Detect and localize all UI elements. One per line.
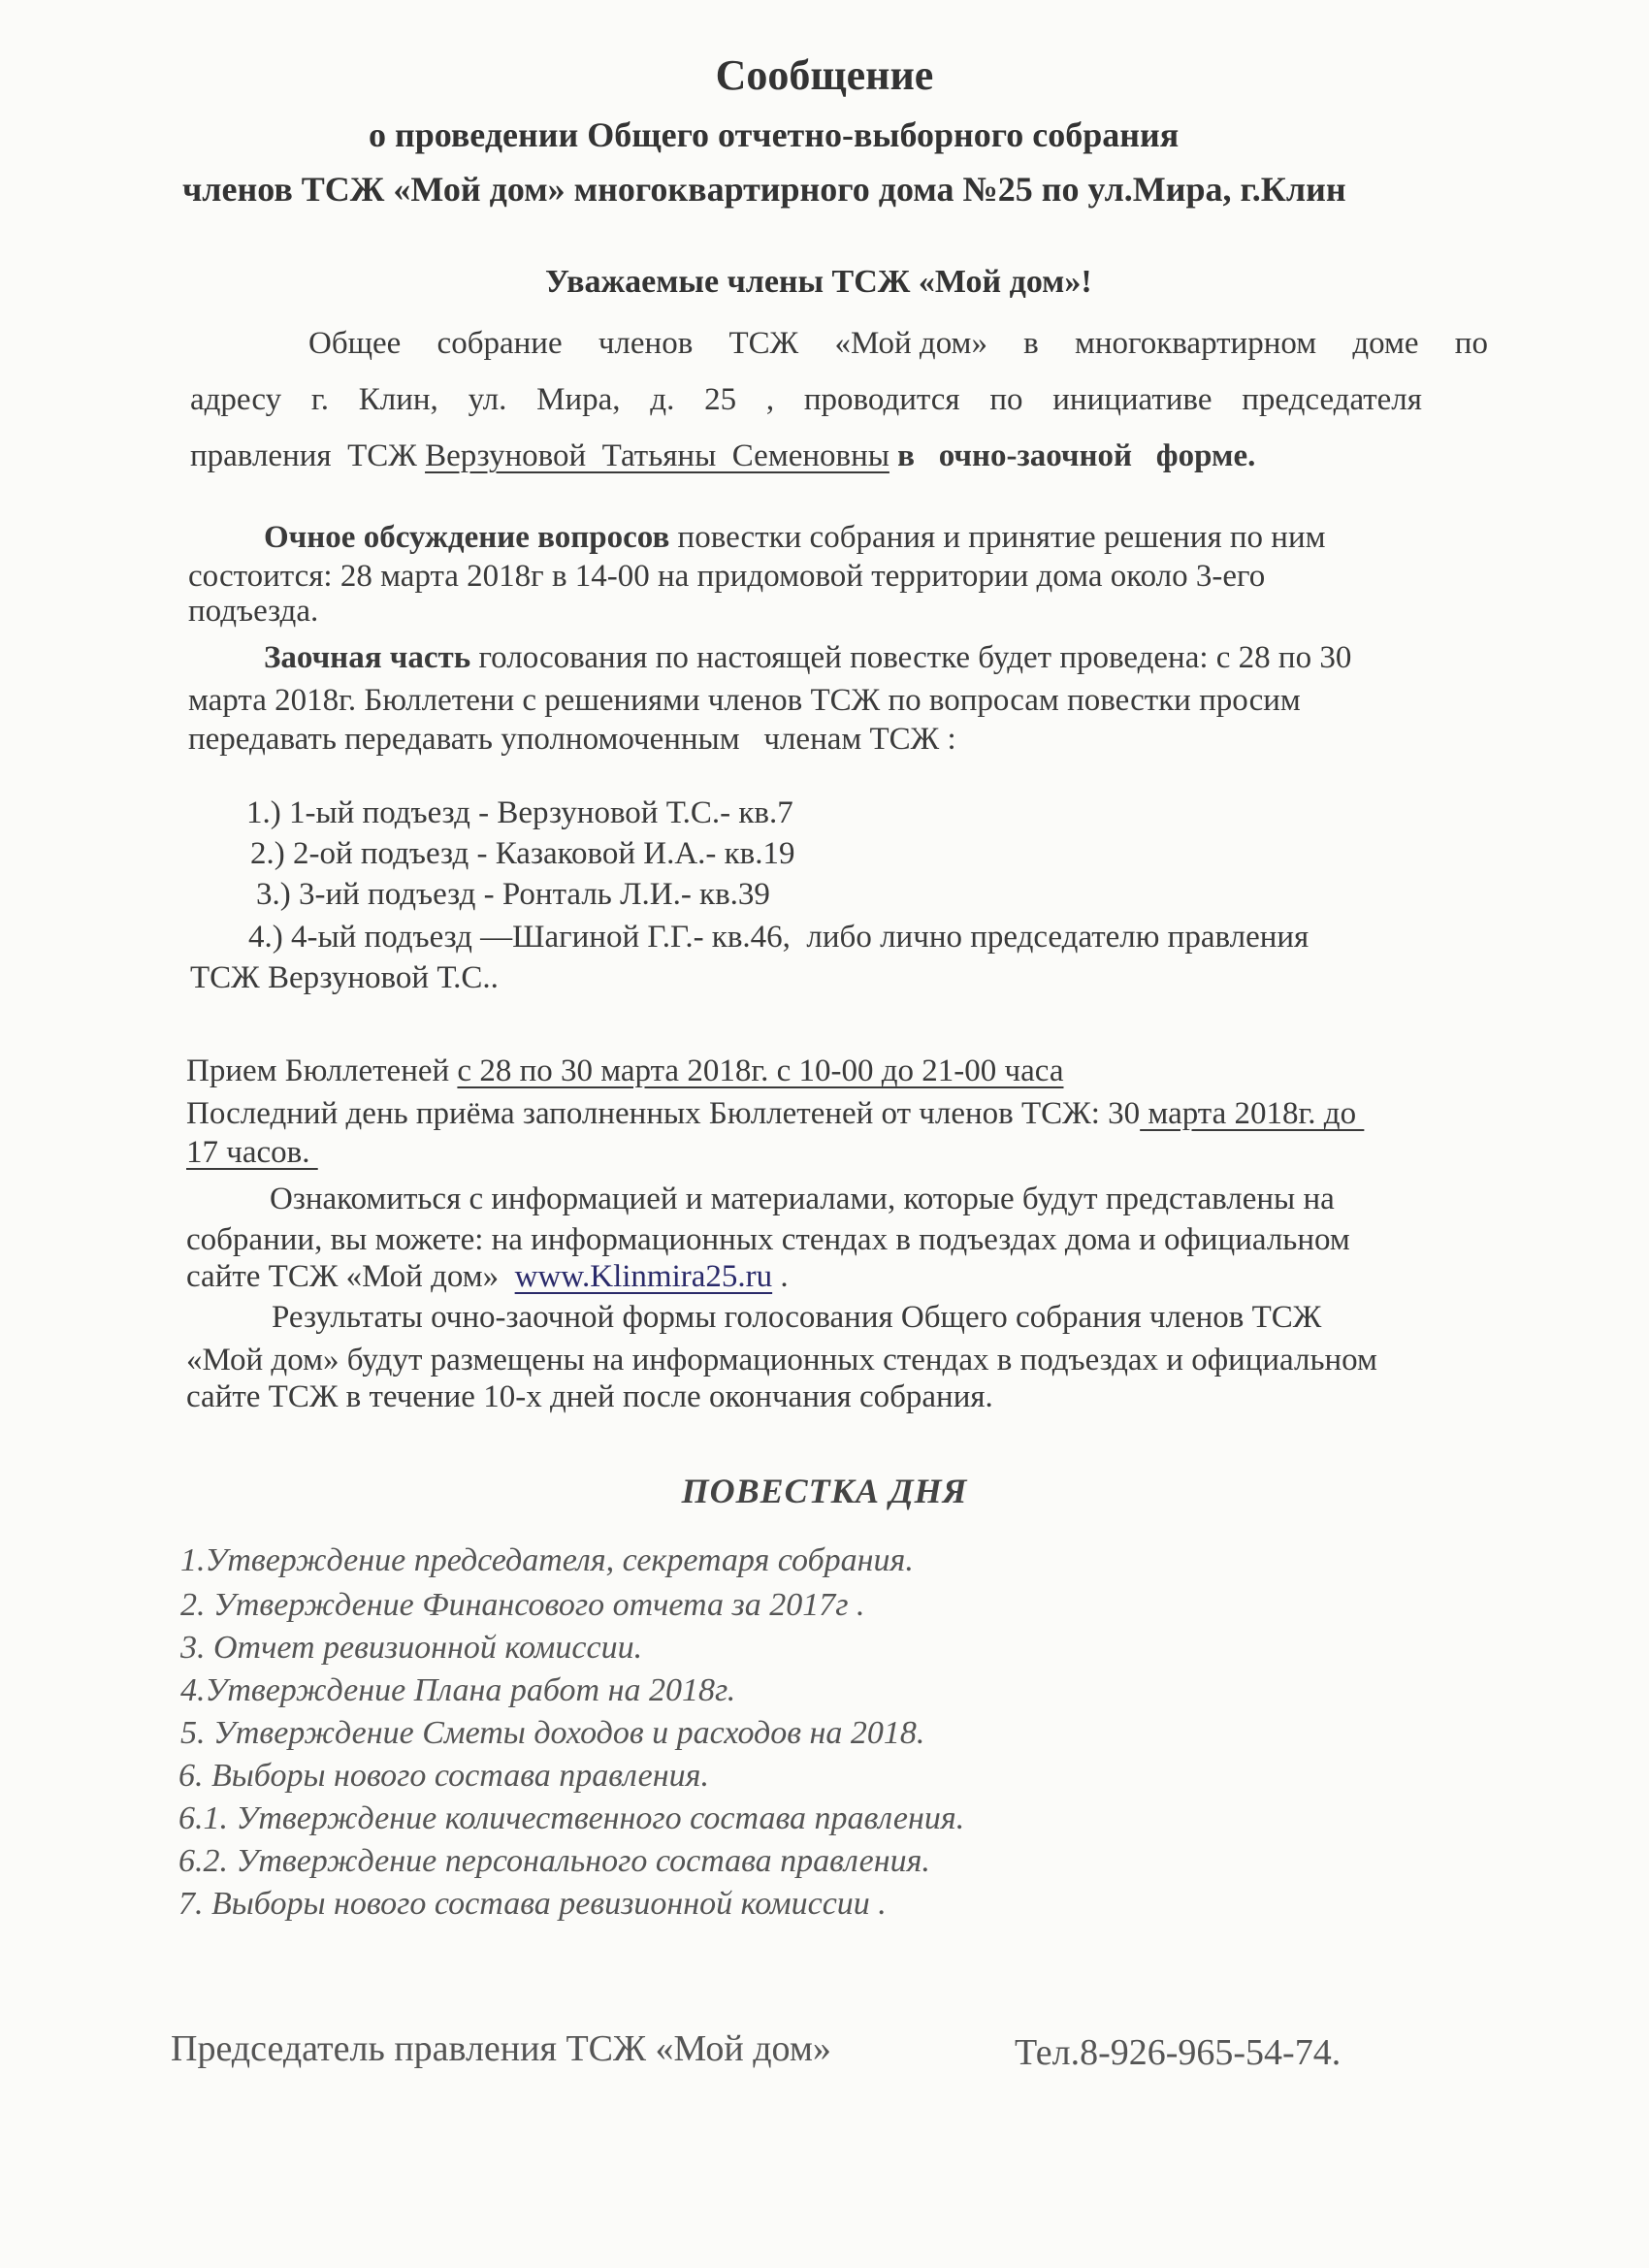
word: ТСЖ bbox=[728, 326, 799, 361]
phone-number: Тел.8-926-965-54-74. bbox=[1015, 2032, 1342, 2073]
intro-line3 bbox=[190, 438, 1255, 474]
absentee-line1 bbox=[264, 640, 1351, 676]
absentee-lead: Заочная часть bbox=[264, 640, 471, 675]
chairman-name: Верзуновой Татьяны Семеновны bbox=[425, 438, 889, 473]
intro-line2 bbox=[190, 382, 1422, 418]
absentee-text: голосования по настоящей повестке будет проведена: с 28 по 30 bbox=[470, 640, 1352, 675]
agenda-item: 6.2. Утверждение персонального состава правления. bbox=[178, 1843, 930, 1879]
agenda-title: ПОВЕСТКА ДНЯ bbox=[681, 1472, 968, 1510]
agenda-item: 5. Утверждение Сметы доходов и расходов на 2018. bbox=[180, 1715, 925, 1751]
word: ул. bbox=[468, 382, 507, 417]
last-day-time: 17 часов. bbox=[186, 1135, 318, 1170]
word: Клин, bbox=[358, 382, 438, 417]
reception-period: с 28 по 30 марта 2018г. с 10-00 до 21-00 часа bbox=[457, 1053, 1064, 1088]
reception-line bbox=[186, 1053, 1064, 1089]
word: , bbox=[765, 382, 775, 417]
info-line1: Ознакомиться с информацией и материалами, которые будут представлены на bbox=[270, 1182, 1335, 1216]
agenda-item: 1.Утверждение председателя, секретаря собрания. bbox=[180, 1542, 914, 1578]
word: в bbox=[1023, 326, 1039, 361]
word: по bbox=[1454, 326, 1488, 361]
signature: Председатель правления ТСЖ «Мой дом» bbox=[171, 2028, 831, 2069]
info-suffix: . bbox=[772, 1259, 789, 1294]
word: доме bbox=[1352, 326, 1419, 361]
intro-line1 bbox=[308, 326, 1488, 362]
word: проводится bbox=[803, 382, 960, 417]
in-person-lead: Очное обсуждение вопросов bbox=[264, 520, 670, 555]
last-day-date: марта 2018г. до bbox=[1140, 1096, 1365, 1131]
document-subtitle-line1: о проведении Общего отчетно-выборного собрания bbox=[369, 115, 1180, 154]
in-person-text: повестки собрания и принятие решения по ним bbox=[669, 520, 1326, 555]
greeting: Уважаемые члены ТСЖ «Мой дом»! bbox=[545, 264, 1092, 300]
delegate-item: 1.) 1-ый подъезд - Верзуновой Т.С.- кв.7 bbox=[246, 795, 793, 830]
word: собрание bbox=[436, 326, 563, 361]
word: «Мой дом» bbox=[834, 326, 987, 361]
delegate-item: 2.) 2-ой подъезд - Казаковой И.А.- кв.19 bbox=[250, 836, 795, 871]
document-subtitle-line2: членов ТСЖ «Мой дом» многоквартирного дома №25 по ул.Мира, г.Клин bbox=[182, 170, 1346, 209]
absentee-line2: марта 2018г. Бюллетени с решениями членов ТСЖ по вопросам повестки просим bbox=[188, 683, 1301, 718]
last-day-line bbox=[186, 1096, 1364, 1132]
agenda-item: 2. Утверждение Финансового отчета за 2017г . bbox=[180, 1587, 865, 1623]
word: председателя bbox=[1242, 382, 1422, 417]
agenda-item: 4.Утверждение Плана работ на 2018г. bbox=[180, 1672, 736, 1708]
word: 25 bbox=[704, 382, 737, 417]
word: инициативе bbox=[1052, 382, 1212, 417]
results-line2: «Мой дом» будут размещены на информационных стендах в подъездах и официальном bbox=[186, 1343, 1377, 1377]
results-line1: Результаты очно-заочной формы голосования Общего собрания членов ТСЖ bbox=[272, 1300, 1322, 1335]
reception-label: Прием Бюллетеней bbox=[186, 1053, 458, 1088]
word: адресу bbox=[190, 382, 282, 417]
delegate-item: 3.) 3-ий подъезд - Ронталь Л.И.- кв.39 bbox=[256, 877, 770, 912]
word: г. bbox=[310, 382, 329, 417]
meeting-form: в очно-заочной форме. bbox=[889, 438, 1256, 473]
info-prefix: сайте ТСЖ «Мой дом» bbox=[186, 1259, 515, 1294]
word: Мира, bbox=[536, 382, 621, 417]
agenda-item: 7. Выборы нового состава ревизионной комиссии . bbox=[178, 1886, 887, 1922]
delegate-item: 4.) 4-ый подъезд —Шагиной Г.Г.- кв.46, либо лично председателю правления bbox=[248, 920, 1310, 955]
word: Общее bbox=[308, 326, 402, 361]
in-person-line1 bbox=[264, 520, 1326, 556]
absentee-line3: передавать передавать уполномоченным членам ТСЖ : bbox=[188, 722, 956, 757]
results-line3: сайте ТСЖ в течение 10-х дней после окончания собрания. bbox=[186, 1379, 993, 1414]
document-title: Сообщение bbox=[715, 51, 934, 99]
agenda-item: 6. Выборы нового состава правления. bbox=[178, 1758, 709, 1794]
info-line3 bbox=[186, 1259, 789, 1295]
intro-prefix: правления ТСЖ bbox=[190, 438, 426, 473]
in-person-line3: подъезда. bbox=[188, 594, 319, 629]
agenda-item: 3. Отчет ревизионной комиссии. bbox=[180, 1630, 643, 1666]
info-line2: собрании, вы можете: на информационных стендах в подъездах дома и официальном bbox=[186, 1222, 1350, 1257]
delegates-tail: ТСЖ Верзуновой Т.С.. bbox=[190, 960, 499, 995]
last-day-text: Последний день приёма заполненных Бюллетеней от членов ТСЖ: 30 bbox=[186, 1096, 1141, 1131]
agenda-item: 6.1. Утверждение количественного состава правления. bbox=[178, 1800, 965, 1836]
word: по bbox=[989, 382, 1023, 417]
in-person-line2: состоится: 28 марта 2018г в 14-00 на придомовой территории дома около 3-его bbox=[188, 559, 1266, 594]
word: многоквартирном bbox=[1074, 326, 1317, 361]
word: д. bbox=[650, 382, 675, 417]
word: членов bbox=[598, 326, 694, 361]
website-link[interactable]: www.Klinmira25.ru bbox=[514, 1259, 773, 1294]
